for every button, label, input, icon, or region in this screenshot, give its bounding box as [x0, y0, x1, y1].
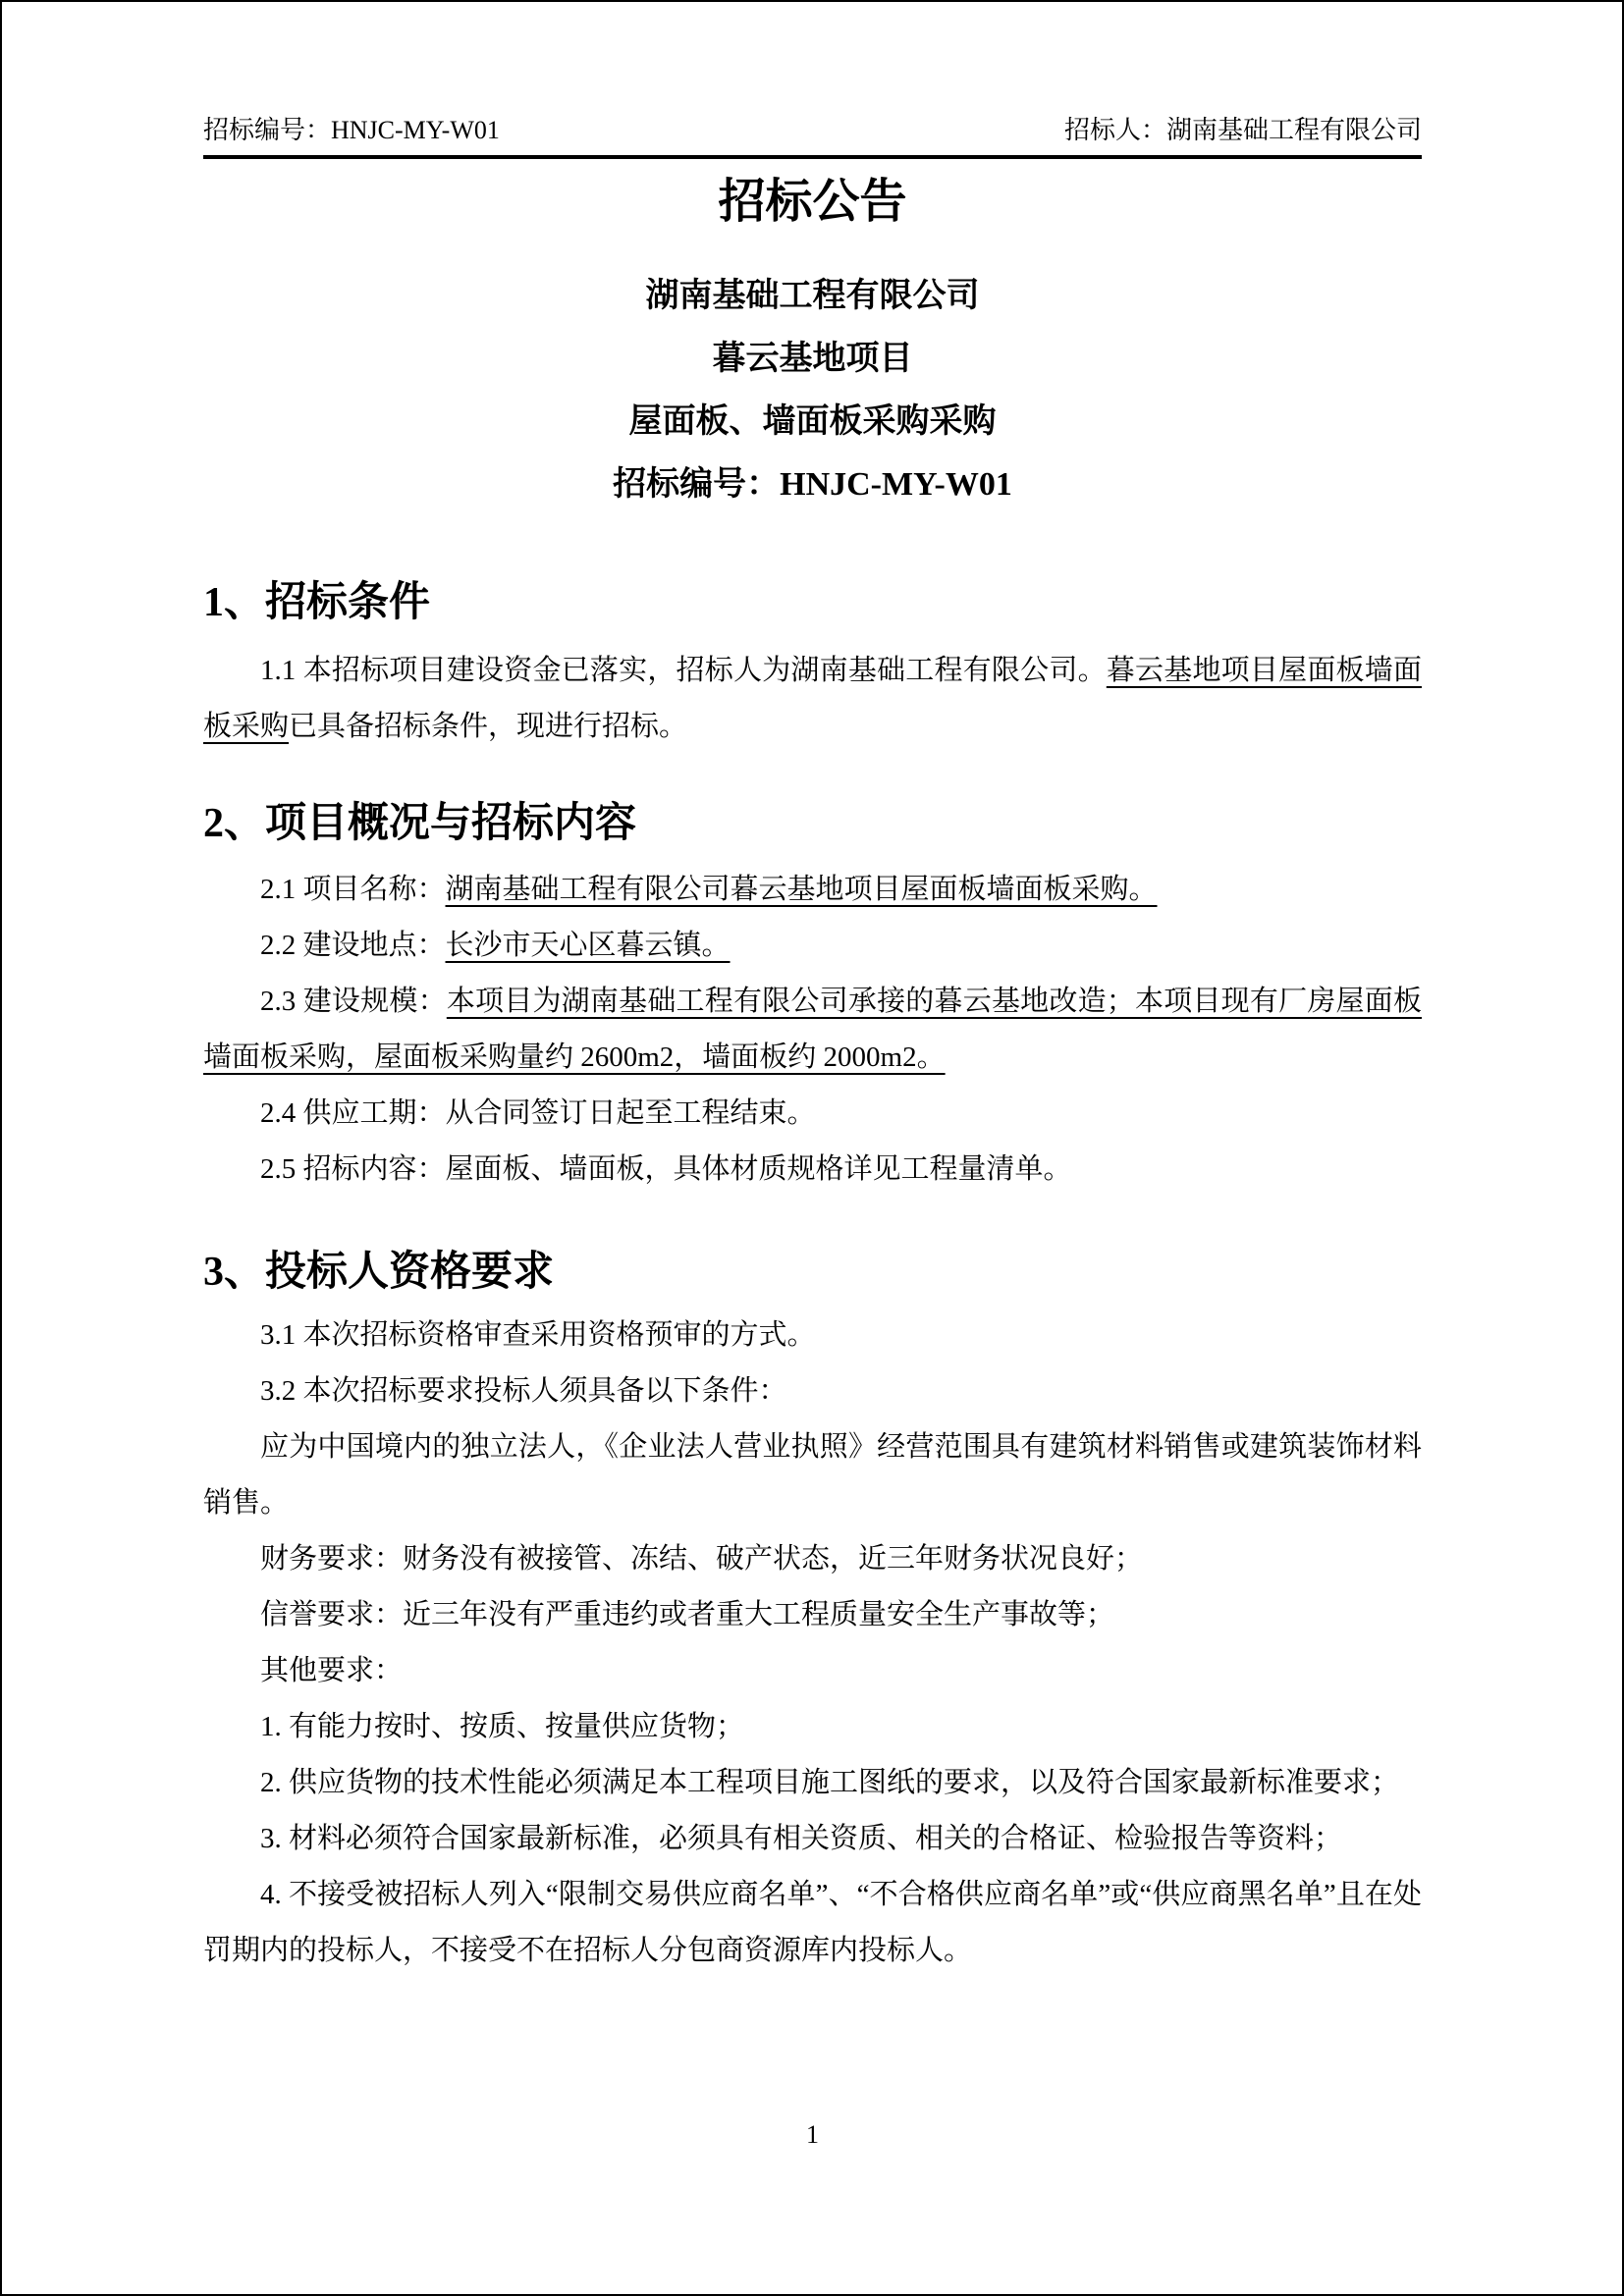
requirement-item-3	[203, 1811, 1422, 1867]
paragraph-text: 2.2 建设地点：	[260, 930, 446, 961]
document-title: 招标公告	[718, 176, 907, 228]
paragraph-text: 3. 材料必须符合国家最新标准，必须具有相关资质、相关的合格证、检验报告等资料；	[260, 1823, 1343, 1854]
subtitle-procurement: 屋面板、墙面板采购采购	[628, 403, 997, 440]
paragraph-text: 3.1 本次招标资格审查采用资格预审的方式。	[260, 1319, 816, 1351]
subtitle-company: 湖南基础工程有限公司	[645, 278, 980, 314]
paragraph-text: 已具备招标条件，现进行招标。	[289, 711, 688, 742]
paragraph-text: 2.5 招标内容：屋面板、墙面板，具体材质规格详见工程量清单。	[260, 1153, 1072, 1185]
document-header	[203, 114, 1422, 159]
section-bidder-qualifications	[203, 1245, 1422, 1979]
section-1-heading: 1、招标条件	[203, 580, 431, 625]
underlined-text: 湖南基础工程有限公司暮云基地项目屋面板墙面板采购。	[445, 874, 1158, 905]
section-2-heading: 2、项目概况与招标内容	[203, 801, 637, 846]
subtitle-project: 暮云基地项目	[712, 341, 913, 377]
requirement-item-2	[203, 1755, 1422, 1811]
paragraph-text: 3.2 本次招标要求投标人须具备以下条件：	[260, 1375, 787, 1407]
page-number: 1	[806, 2120, 819, 2149]
section-3-heading: 3、投标人资格要求	[203, 1250, 555, 1295]
paragraph-text: 其他要求：	[260, 1655, 404, 1686]
header-tenderer: 招标人：湖南基础工程有限公司	[1063, 116, 1422, 144]
paragraph-text: 2.4 供应工期：从合同签订日起至工程结束。	[260, 1097, 816, 1129]
underlined-text: 本项目为湖南基础工程有限公司承接的暮云基地改造；本项目现有厂房屋面板墙面板采购，屋面板采购量约 2600m2，墙面板约 2000m2。	[203, 986, 1422, 1073]
subtitle-tender-number: 招标编号：HNJC-MY-W01	[613, 466, 1012, 503]
paragraph-1-1	[203, 643, 1422, 755]
paragraph-legal-entity	[203, 1419, 1422, 1531]
requirement-item-4	[203, 1867, 1422, 1979]
section-project-overview	[203, 796, 1422, 1198]
paragraph-text: 2.1 项目名称：	[260, 874, 446, 905]
paragraph-2-1	[203, 862, 1422, 918]
paragraph-2-5	[203, 1142, 1422, 1198]
title-block	[203, 265, 1422, 516]
paragraph-text: 4. 不接受被招标人列入“限制交易供应商名单”、“不合格供应商名单”或“供应商黑名单”且在处罚期内的投标人，不接受不在招标人分包商资源库内投标人。	[203, 1879, 1422, 1966]
underlined-text: 长沙市天心区暮云镇。	[445, 930, 731, 961]
paragraph-text: 2. 供应货物的技术性能必须满足本工程项目施工图纸的要求，以及符合国家最新标准要求；	[260, 1767, 1400, 1798]
underlined-text: 暮云基地项目屋面板墙面板采购	[203, 655, 1422, 742]
header-tender-number: 招标编号：HNJC-MY-W01	[203, 116, 500, 144]
paragraph-3-2	[203, 1363, 1422, 1419]
paragraph-text: 应为中国境内的独立法人，《企业法人营业执照》经营范围具有建筑材料销售或建筑装饰材料销售。	[203, 1431, 1422, 1519]
paragraph-3-1	[203, 1308, 1422, 1363]
paragraph-text: 财务要求：财务没有被接管、冻结、破产状态，近三年财务状况良好；	[260, 1543, 1144, 1575]
paragraph-financial-requirement	[203, 1531, 1422, 1587]
paragraph-text: 信誉要求：近三年没有严重违约或者重大工程质量安全生产事故等；	[260, 1599, 1115, 1630]
paragraph-other-requirements	[203, 1643, 1422, 1699]
paragraph-2-4	[203, 1086, 1422, 1142]
paragraph-text: 1. 有能力按时、按质、按量供应货物；	[260, 1711, 745, 1742]
paragraph-2-2	[203, 918, 1422, 974]
paragraph-reputation-requirement	[203, 1587, 1422, 1643]
section-tender-conditions	[203, 575, 1422, 755]
requirement-item-1	[203, 1699, 1422, 1755]
paragraph-text: 2.3 建设规模：	[260, 986, 447, 1017]
paragraph-text: 1.1 本招标项目建设资金已落实，招标人为湖南基础工程有限公司。	[260, 655, 1107, 686]
paragraph-2-3	[203, 974, 1422, 1086]
